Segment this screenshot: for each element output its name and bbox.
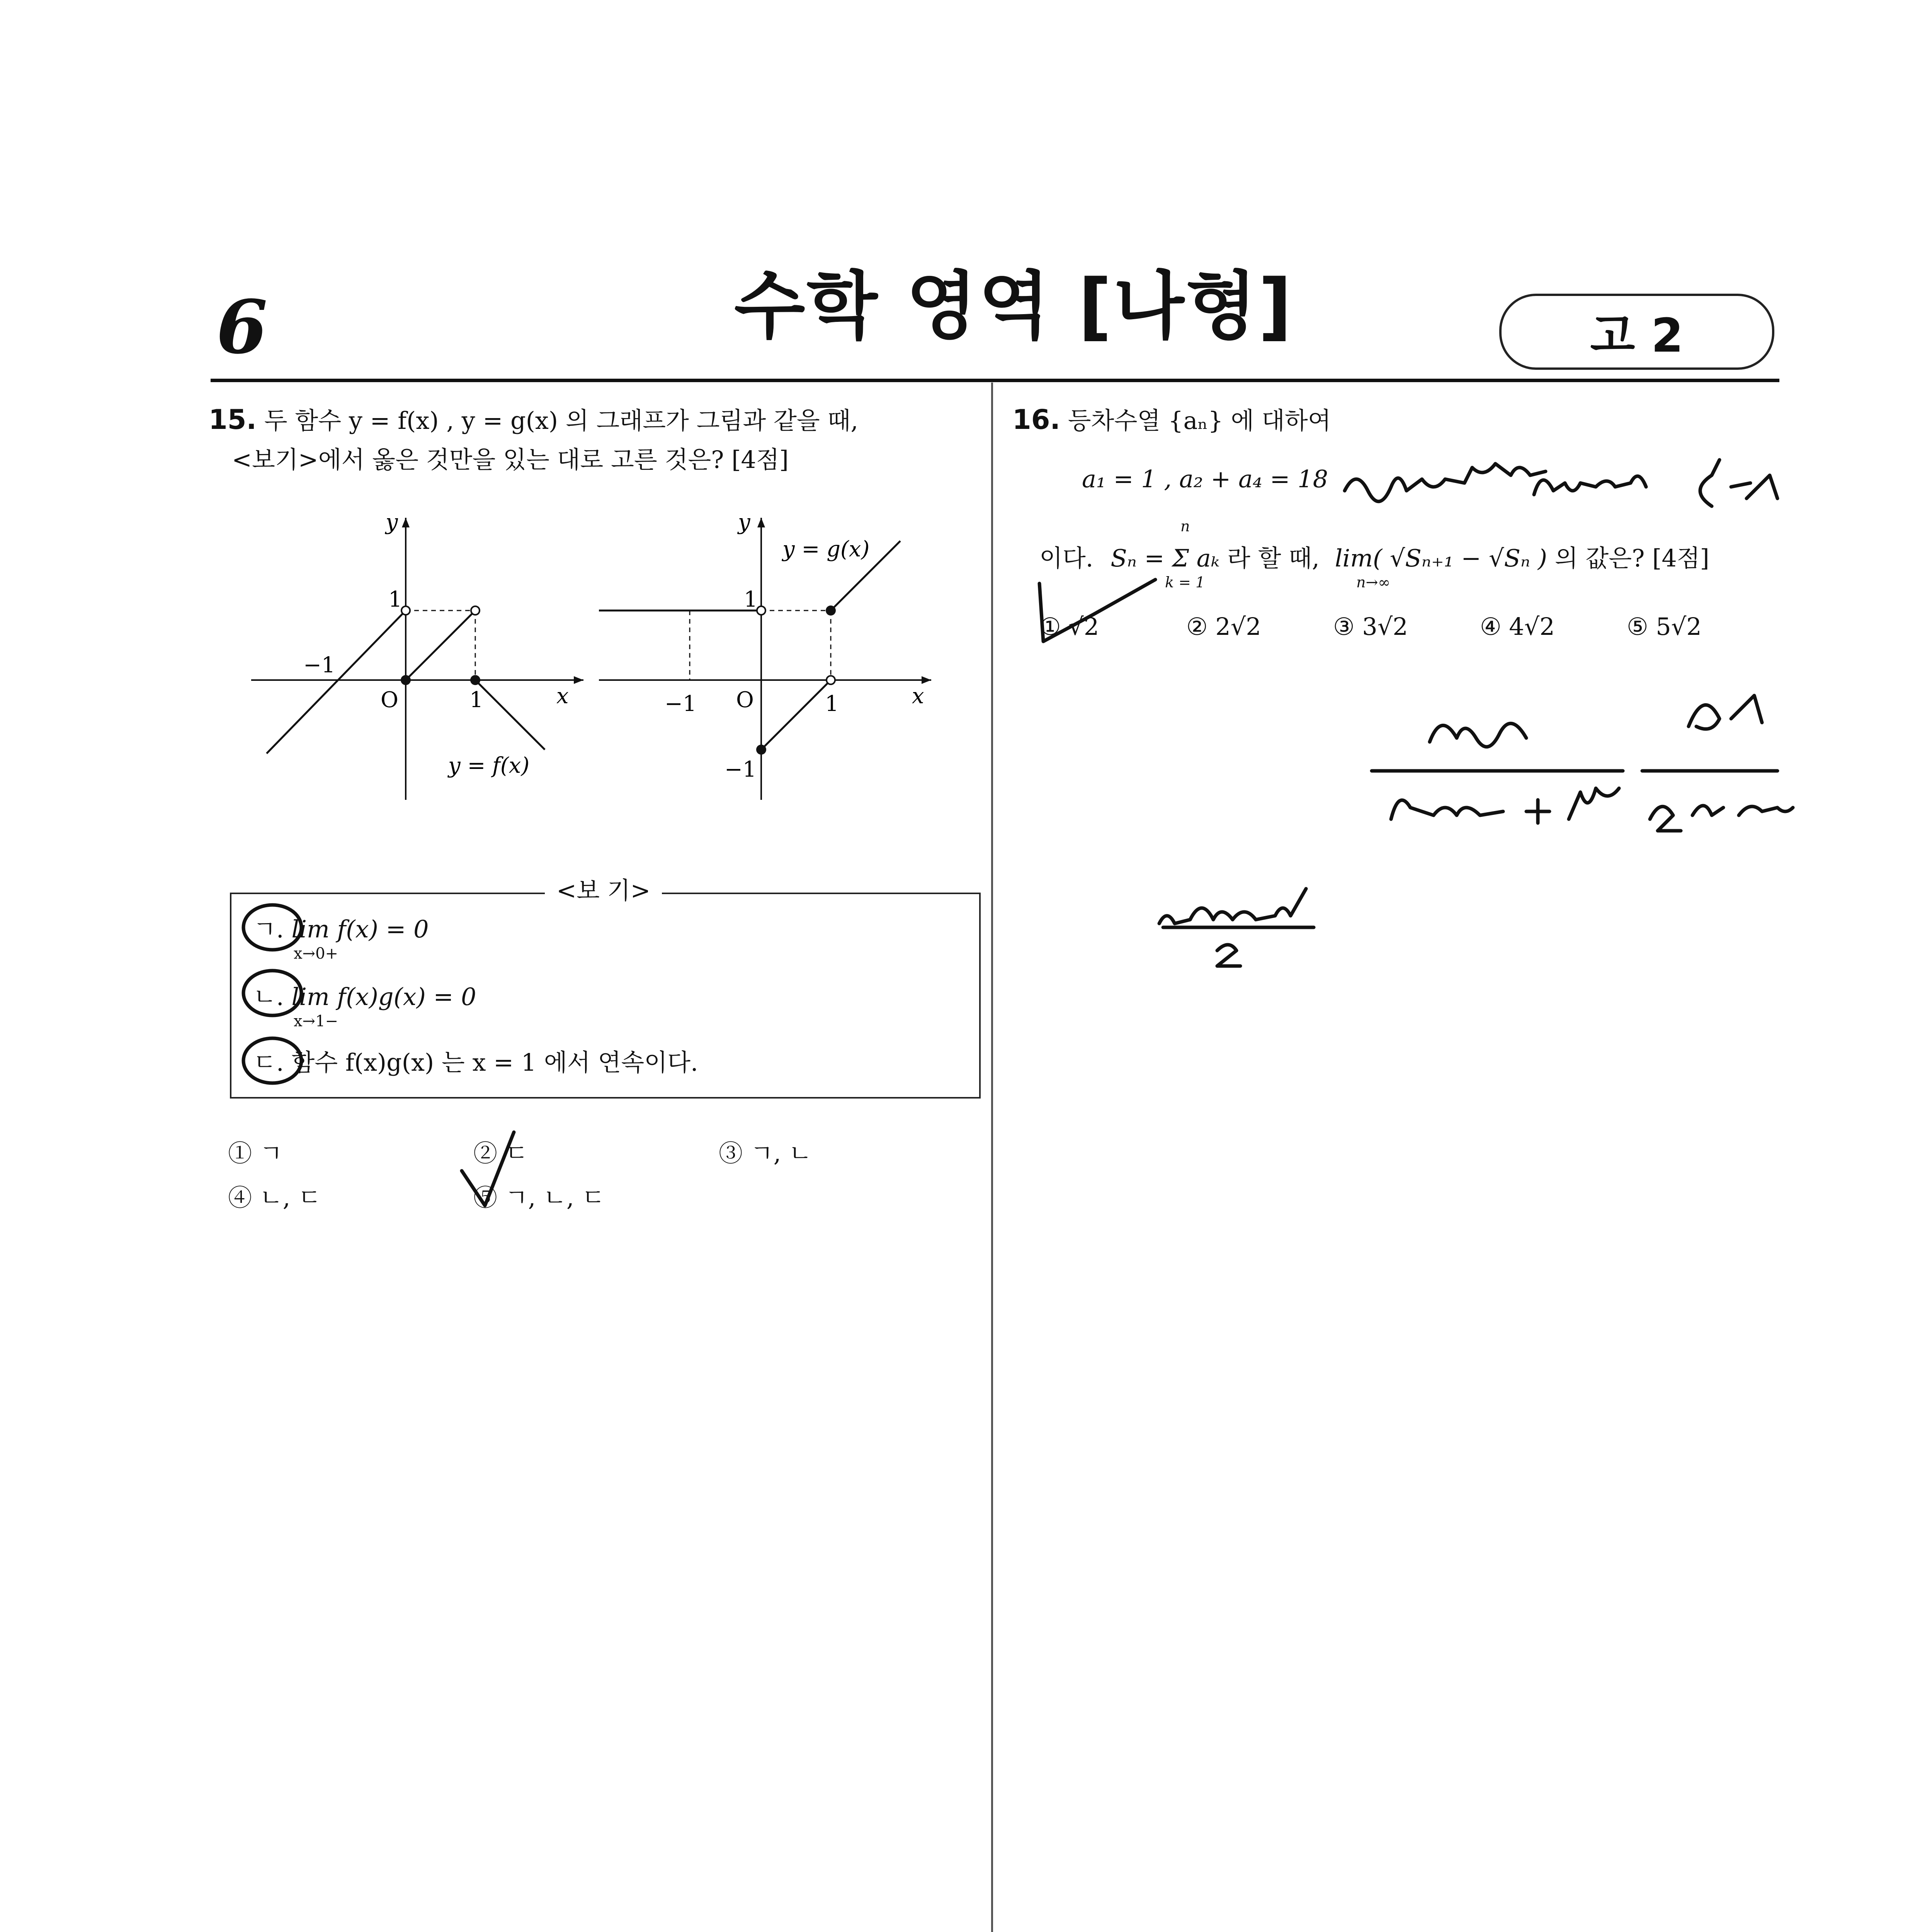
- q16-choice-2[interactable]: ② 2√2: [1186, 612, 1261, 641]
- bogi-item-1-text: lim f(x) = 0: [291, 915, 429, 943]
- q15-choice-1[interactable]: ① ㄱ: [228, 1139, 283, 1167]
- q16-sum-upper: n: [1180, 518, 1190, 535]
- q16-condition: a₁ = 1 , a₂ + a₄ = 18: [1082, 465, 1328, 493]
- ink-check-q15: [462, 1132, 514, 1206]
- q16-line3-pre: 이다.: [1039, 544, 1094, 572]
- ink-circle-nieun: [243, 971, 301, 1015]
- graph-f-y-label: y: [386, 510, 398, 535]
- bogi-item-2-sub: x→1−: [294, 1012, 338, 1030]
- graph-g-tick-yneg1: −1: [724, 757, 757, 782]
- q15-stem-2: <보기>에서 옳은 것만을 있는 대로 고른 것은? [4점]: [232, 446, 789, 474]
- q15-choice-4[interactable]: ④ ㄴ, ㄷ: [228, 1184, 321, 1212]
- ink-fraction-top: [1372, 723, 1623, 771]
- ink-check-q16: [1039, 580, 1155, 641]
- ink-fraction2-bottom: [1650, 806, 1793, 831]
- bogi-title: <보 기>: [545, 871, 662, 906]
- bogi-item-3-marker: ㄷ.: [253, 1048, 284, 1077]
- graph-f-tick-x1: 1: [469, 687, 483, 713]
- q16-limit: lim( √Sₙ₊₁ − √Sₙ ): [1335, 544, 1547, 572]
- graph-g-x-label: x: [912, 684, 924, 709]
- q15-choice-3[interactable]: ③ ㄱ, ㄴ: [719, 1139, 812, 1167]
- q15-stem-1: 두 함수 y = f(x) , y = g(x) 의 그래프가 그림과 같을 때,: [264, 406, 859, 435]
- graph-g-y-label: y: [738, 510, 750, 535]
- bogi-item-2-text: lim f(x)g(x) = 0: [291, 983, 476, 1011]
- ink-note-3: [1700, 460, 1777, 506]
- ink-sum-denominator: [1217, 945, 1240, 966]
- q16-sum-def: Sₙ = Σ aₖ: [1111, 544, 1220, 572]
- ink-fraction2-top: [1642, 696, 1777, 771]
- graph-f-tick-xneg1: −1: [303, 653, 335, 678]
- graph-f-x-label: x: [556, 684, 569, 709]
- ink-sum-formula: [1159, 889, 1314, 927]
- graph-g-func-label: y = g(x): [782, 537, 870, 562]
- ink-note-1: [1345, 464, 1546, 502]
- graph-g-origin: O: [736, 687, 754, 713]
- q16-line3-mid: 라 할 때,: [1227, 544, 1320, 572]
- graph-g-tick-xneg1: −1: [665, 691, 697, 716]
- q15-choice-5[interactable]: ⑤ ㄱ, ㄴ, ㄷ: [473, 1184, 605, 1212]
- ink-note-2: [1534, 476, 1646, 495]
- bogi-item-1-sub: x→0+: [294, 945, 338, 963]
- ink-circle-digeut: [243, 1038, 301, 1083]
- q15-number: 15.: [209, 404, 257, 435]
- q15-choice-2[interactable]: ② ㄷ: [473, 1139, 528, 1167]
- graph-f-func-label: y = f(x): [448, 753, 530, 778]
- q16-choice-4[interactable]: ④ 4√2: [1480, 612, 1555, 641]
- q16-stem-1: 등차수열 {aₙ} 에 대하여: [1068, 406, 1331, 435]
- graph-g-tick-y1: 1: [744, 587, 758, 612]
- ink-circle-giyeok: [243, 905, 301, 950]
- graph-f-tick-y1: 1: [388, 587, 402, 612]
- q16-choice-1[interactable]: ① √2: [1039, 612, 1099, 641]
- q16-line3-post: 의 값은? [4점]: [1554, 544, 1709, 572]
- graph-f-origin: O: [381, 687, 398, 713]
- graph-g-tick-x1: 1: [825, 691, 839, 716]
- bogi-item-3-text: 함수 f(x)g(x) 는 x = 1 에서 연속이다.: [291, 1048, 698, 1077]
- grade-label: 고 2: [1590, 309, 1684, 363]
- page-number: 6: [216, 284, 268, 370]
- page-title: 수학 영역 [나형]: [734, 264, 1294, 349]
- q16-choice-3[interactable]: ③ 3√2: [1333, 612, 1408, 641]
- bogi-item-2-marker: ㄴ.: [253, 983, 284, 1011]
- q16-number: 16.: [1012, 404, 1061, 435]
- bogi-item-1-marker: ㄱ.: [253, 915, 284, 943]
- q16-choice-5[interactable]: ⑤ 5√2: [1627, 612, 1702, 641]
- q16-limit-sub: n→∞: [1356, 574, 1390, 591]
- ink-fraction-bottom: [1391, 788, 1619, 823]
- q16-sum-lower: k = 1: [1165, 574, 1205, 591]
